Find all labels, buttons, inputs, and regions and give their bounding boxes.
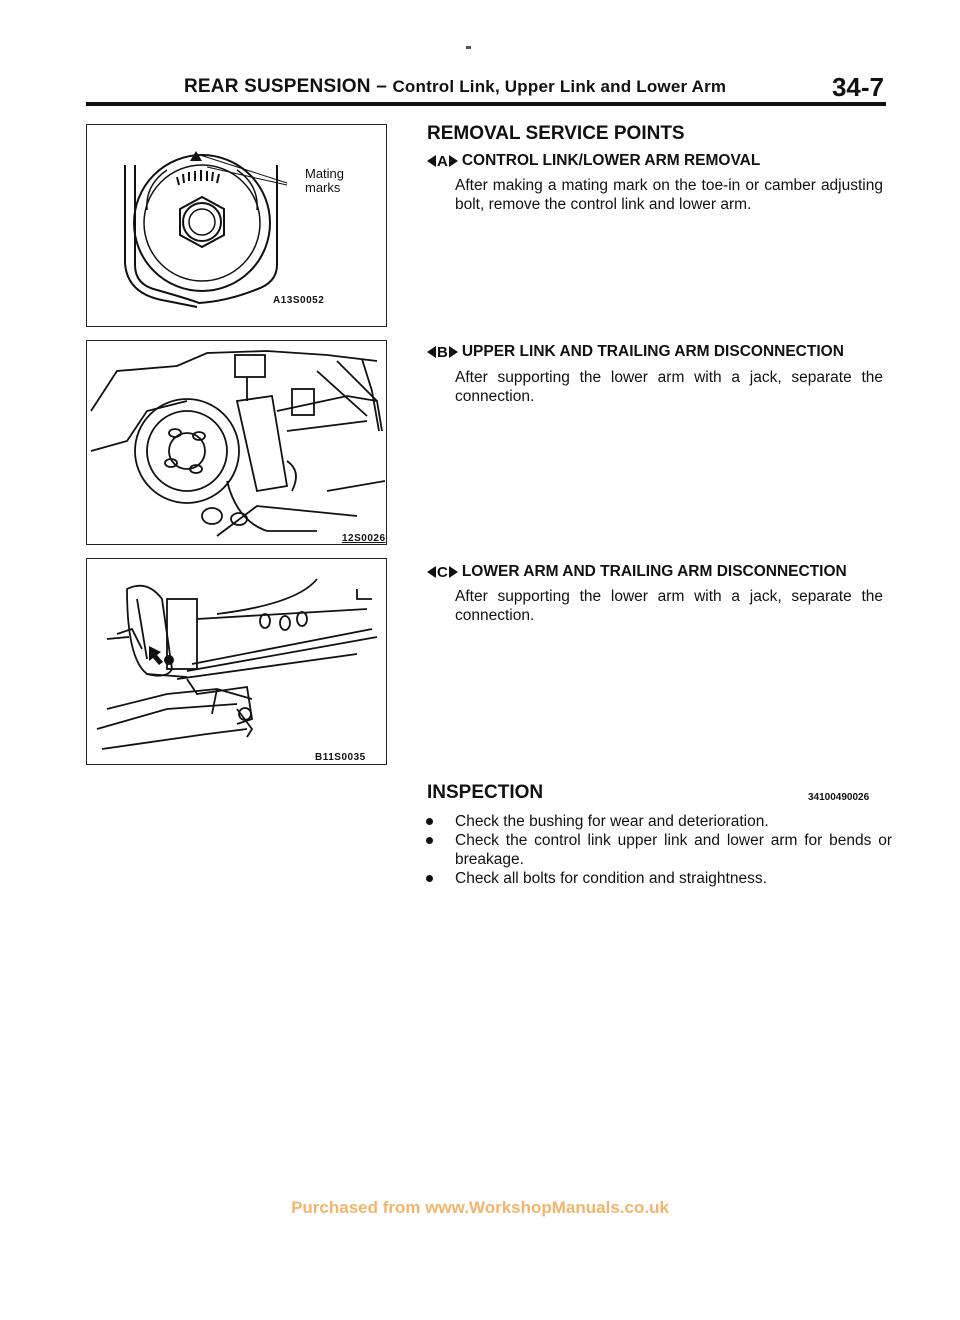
figure-code: B11S0035 bbox=[315, 752, 366, 763]
callout-marks: marks bbox=[305, 180, 341, 195]
left-triangle-icon bbox=[427, 566, 436, 578]
bullet-icon bbox=[426, 875, 433, 882]
right-triangle-icon bbox=[449, 346, 458, 358]
step-a-heading bbox=[427, 152, 760, 170]
step-b-text: After supporting the lower arm with a jack, separate the connection. bbox=[455, 369, 883, 405]
figure-mating-marks bbox=[86, 124, 387, 327]
left-triangle-icon bbox=[427, 346, 436, 358]
figure-lower-arm bbox=[86, 558, 387, 765]
list-item: Check the control link upper link and lower arm for bends or breakage. bbox=[422, 831, 892, 869]
step-c-text: After supporting the lower arm with a jack, separate the connection. bbox=[455, 588, 883, 624]
step-title: UPPER LINK AND TRAILING ARM DISCONNECTION bbox=[461, 343, 844, 360]
upper-link-drawing bbox=[87, 341, 385, 543]
figure-code: 12S0026 bbox=[342, 533, 386, 544]
list-item: Check the bushing for wear and deterioration. bbox=[422, 812, 892, 831]
step-a-text: After making a mating mark on the toe-in or camber adjusting bolt, remove the control link and lower arm. bbox=[455, 177, 883, 213]
step-b-heading bbox=[427, 343, 844, 361]
removal-title: REMOVAL SERVICE POINTS bbox=[427, 123, 685, 144]
bullet-icon bbox=[426, 818, 433, 825]
left-triangle-icon bbox=[427, 155, 436, 167]
right-triangle-icon bbox=[449, 155, 458, 167]
page-number: 34-7 bbox=[831, 72, 884, 102]
inspection-title: INSPECTION bbox=[427, 782, 544, 803]
header-subtitle: Control Link, Upper Link and Lower Arm bbox=[392, 77, 727, 96]
figure-code: A13S0052 bbox=[273, 295, 325, 306]
list-item: Check all bolts for condition and straightness. bbox=[422, 869, 892, 888]
lower-arm-drawing bbox=[87, 559, 385, 763]
page-header bbox=[184, 76, 726, 98]
header-rule bbox=[86, 102, 886, 106]
top-mark bbox=[466, 46, 471, 49]
figure-upper-link bbox=[86, 340, 387, 545]
bullet-icon bbox=[426, 837, 433, 844]
inspection-list bbox=[422, 812, 892, 888]
step-marker: B bbox=[427, 344, 458, 361]
callout-mating: Mating bbox=[305, 166, 345, 181]
step-marker: A bbox=[427, 153, 458, 170]
right-triangle-icon bbox=[449, 566, 458, 578]
header-section: REAR SUSPENSION bbox=[184, 76, 371, 97]
step-title: CONTROL LINK/LOWER ARM REMOVAL bbox=[461, 152, 761, 169]
header-dash: – bbox=[376, 76, 387, 97]
step-c-heading bbox=[427, 563, 847, 581]
mating-marks-drawing bbox=[87, 125, 385, 325]
footer-watermark: Purchased from www.WorkshopManuals.co.uk bbox=[291, 1198, 669, 1217]
step-title: LOWER ARM AND TRAILING ARM DISCONNECTION bbox=[461, 563, 847, 580]
step-marker: C bbox=[427, 564, 458, 581]
inspection-code: 34100490026 bbox=[808, 792, 870, 803]
